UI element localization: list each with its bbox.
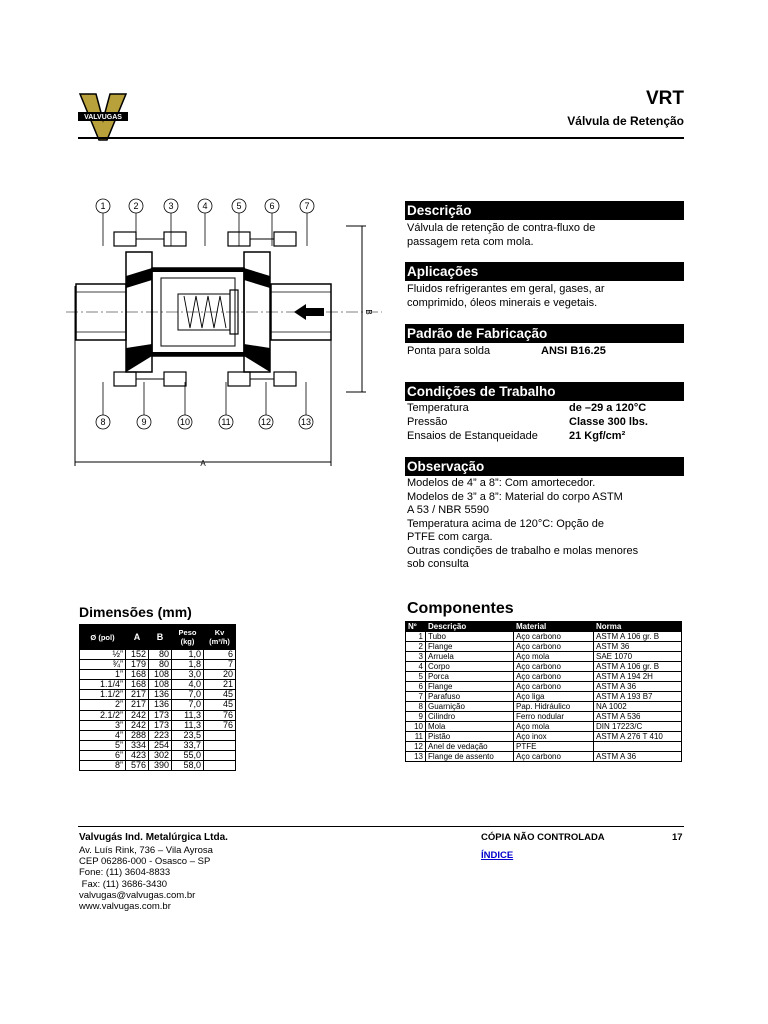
condicao-label: Temperatura xyxy=(407,402,469,414)
dimensions-cell: 108 xyxy=(149,670,172,680)
components-cell: Aço mola xyxy=(514,652,594,662)
condicao-value: Classe 300 lbs. xyxy=(569,416,648,428)
dimensions-cell: 45 xyxy=(204,700,236,710)
components-cell: Guarnição xyxy=(426,702,514,712)
padrao-value: ANSI B16.25 xyxy=(541,345,606,357)
dimensions-cell: 1” xyxy=(80,670,126,680)
dimensions-cell: 58,0 xyxy=(172,761,204,771)
section-condicoes-title: Condições de Trabalho xyxy=(405,382,684,401)
condicao-label: Ensaios de Estanqueidade xyxy=(407,430,538,442)
valve-cross-section-drawing xyxy=(66,196,382,476)
dimensions-cell: 11,3 xyxy=(172,710,204,720)
observacao-line: A 53 / NBR 5590 xyxy=(407,504,489,516)
section-aplicacoes-text xyxy=(407,283,604,310)
dimensions-cell: 168 xyxy=(126,670,149,680)
address-line: valvugas@valvugas.com.br xyxy=(79,889,196,901)
dimensions-cell xyxy=(204,761,236,771)
dimensions-cell: 173 xyxy=(149,710,172,720)
index-link[interactable]: ÍNDICE xyxy=(481,850,514,861)
components-cell: 1 xyxy=(406,632,426,642)
dimensions-header-cell: B xyxy=(149,625,172,650)
components-cell: DIN 17223/C xyxy=(594,722,682,732)
callout-number: 13 xyxy=(300,417,312,427)
dimensions-cell: 3,0 xyxy=(172,670,204,680)
components-cell: ASTM A 106 gr. B xyxy=(594,632,682,642)
components-cell: Corpo xyxy=(426,662,514,672)
components-cell: Pistão xyxy=(426,732,514,742)
dimensions-cell: 136 xyxy=(149,700,172,710)
components-row xyxy=(406,722,682,732)
components-header-cell: Descrição xyxy=(426,622,514,632)
address-line: CEP 06286-000 - Osasco – SP xyxy=(79,856,211,868)
components-cell: ASTM A 536 xyxy=(594,712,682,722)
callout-number: 12 xyxy=(260,417,272,427)
dimensions-cell: 173 xyxy=(149,720,172,730)
observacao-line: Modelos de 4” a 8”: Com amortecedor. xyxy=(407,477,596,489)
dimensions-row xyxy=(80,720,236,730)
components-row xyxy=(406,632,682,642)
dimensions-header-cell: A xyxy=(126,625,149,650)
components-row xyxy=(406,662,682,672)
condicao-value: de –29 a 120°C xyxy=(569,402,647,414)
dimensions-row xyxy=(80,700,236,710)
components-cell: 7 xyxy=(406,692,426,702)
callout-number: 10 xyxy=(179,417,191,427)
components-row xyxy=(406,672,682,682)
components-cell: ASTM A 194 2H xyxy=(594,672,682,682)
dimensions-cell: 20 xyxy=(204,670,236,680)
components-cell: 11 xyxy=(406,732,426,742)
components-cell: 3 xyxy=(406,652,426,662)
dimensions-cell: 576 xyxy=(126,761,149,771)
dimensions-cell: 23,5 xyxy=(172,730,204,740)
dim-a-label: A xyxy=(200,459,206,468)
page-number: 17 xyxy=(672,832,683,843)
dimensions-cell: 179 xyxy=(126,660,149,670)
components-cell: Flange de assento xyxy=(426,752,514,762)
dimensions-cell: 2.1/2” xyxy=(80,710,126,720)
observacao-line: Outras condições de trabalho e molas menores xyxy=(407,544,639,557)
dimensions-cell: 1,0 xyxy=(172,650,204,660)
dimensions-row xyxy=(80,761,236,771)
dimensions-row xyxy=(80,740,236,750)
section-descricao-text xyxy=(407,222,595,249)
components-cell: ASTM A 106 gr. B xyxy=(594,662,682,672)
aplicacoes-line: comprimido, óleos minerais e vegetais. xyxy=(407,296,598,309)
footer-rule xyxy=(78,826,684,827)
components-cell: Aço inox xyxy=(514,732,594,742)
dimensions-header-cell: Peso (kg) xyxy=(172,625,204,650)
components-cell: ASTM A 36 xyxy=(594,682,682,692)
dimensions-row xyxy=(80,650,236,660)
valvugas-logo xyxy=(78,92,128,142)
components-header-cell: Norma xyxy=(594,622,682,632)
dimensions-row xyxy=(80,660,236,670)
dimensions-title: Dimensões (mm) xyxy=(79,604,192,620)
dimensions-cell: 242 xyxy=(126,720,149,730)
dimensions-cell xyxy=(204,730,236,740)
dimensions-cell: 254 xyxy=(149,740,172,750)
components-row xyxy=(406,692,682,702)
section-descricao-title: Descrição xyxy=(405,201,684,220)
logo-text: VALVUGAS xyxy=(84,114,122,121)
dimensions-cell: 80 xyxy=(149,660,172,670)
callout-number: 9 xyxy=(141,417,147,427)
dimensions-cell: 7,0 xyxy=(172,690,204,700)
components-row xyxy=(406,642,682,652)
components-cell: Flange xyxy=(426,682,514,692)
components-cell: ASTM A 36 xyxy=(594,752,682,762)
dimensions-cell xyxy=(204,740,236,750)
observacao-line: sob consulta xyxy=(407,558,469,570)
dimensions-cell: 11,3 xyxy=(172,720,204,730)
components-cell: 9 xyxy=(406,712,426,722)
dimensions-cell: 2” xyxy=(80,700,126,710)
dimensions-row xyxy=(80,680,236,690)
components-row xyxy=(406,712,682,722)
components-cell: Porca xyxy=(426,672,514,682)
dimensions-cell: 217 xyxy=(126,700,149,710)
components-row xyxy=(406,652,682,662)
section-padrao-title: Padrão de Fabricação xyxy=(405,324,684,343)
observacao-line: Modelos de 3” a 8”: Material do corpo ASTM xyxy=(407,490,623,503)
components-cell: Aço carbono xyxy=(514,642,594,652)
observacao-line: Temperatura acima de 120°C: Opção de xyxy=(407,517,605,530)
descricao-line: Válvula de retenção de contra-fluxo de xyxy=(407,222,596,234)
condicao-value: 21 Kgf/cm² xyxy=(569,430,626,442)
address-line: Av. Luís Rink, 736 – Vila Ayrosa xyxy=(79,845,213,856)
components-row xyxy=(406,702,682,712)
dimensions-cell xyxy=(204,750,236,760)
product-name: Válvula de Retenção xyxy=(567,114,684,128)
dimensions-cell: 152 xyxy=(126,650,149,660)
components-cell: Ferro nodular xyxy=(514,712,594,722)
components-cell: NA 1002 xyxy=(594,702,682,712)
dimensions-cell: 423 xyxy=(126,750,149,760)
dimensions-cell: 108 xyxy=(149,680,172,690)
callout-number: 1 xyxy=(100,201,106,211)
padrao-label: Ponta para solda xyxy=(407,345,491,357)
dimensions-cell: 55,0 xyxy=(172,750,204,760)
dimensions-cell: 80 xyxy=(149,650,172,660)
section-aplicacoes-title: Aplicações xyxy=(405,262,684,281)
callout-number: 4 xyxy=(202,201,208,211)
components-cell: 13 xyxy=(406,752,426,762)
components-cell: SAE 1070 xyxy=(594,652,682,662)
components-table xyxy=(405,621,682,762)
section-observacao-title: Observação xyxy=(405,457,684,476)
dimensions-cell: 168 xyxy=(126,680,149,690)
callout-number: 11 xyxy=(221,417,231,427)
components-cell: ASTM A 276 T 410 xyxy=(594,732,682,742)
observacao-line: PTFE com carga. xyxy=(407,531,493,543)
dimensions-row xyxy=(80,690,236,700)
components-cell: 10 xyxy=(406,722,426,732)
components-title: Componentes xyxy=(407,600,514,617)
dimensions-cell: 76 xyxy=(204,720,236,730)
dimensions-cell: 334 xyxy=(126,740,149,750)
uncontrolled-copy-note: CÓPIA NÃO CONTROLADA xyxy=(481,832,605,843)
callout-number: 7 xyxy=(304,201,310,211)
dimensions-cell: 288 xyxy=(126,730,149,740)
components-row xyxy=(406,742,682,752)
components-cell: 12 xyxy=(406,742,426,752)
components-cell: 2 xyxy=(406,642,426,652)
header-rule xyxy=(78,137,684,139)
dimensions-cell: 76 xyxy=(204,710,236,720)
callout-number: 5 xyxy=(236,201,242,211)
callout-number: 6 xyxy=(269,201,275,211)
components-cell: PTFE xyxy=(514,742,594,752)
address-line: www.valvugas.com.br xyxy=(79,901,171,913)
dimensions-header-cell: Ø (pol) xyxy=(80,625,126,650)
callout-number: 8 xyxy=(100,417,106,427)
dimensions-table xyxy=(79,624,236,771)
aplicacoes-line: Fluidos refrigerantes em geral, gases, ar xyxy=(407,283,605,295)
dimensions-cell: ½” xyxy=(80,650,126,660)
components-cell: Aço carbono xyxy=(514,672,594,682)
components-cell: Anel de vedação xyxy=(426,742,514,752)
condicao-label: Pressão xyxy=(407,416,448,428)
dimensions-cell: 21 xyxy=(204,680,236,690)
dimensions-cell: 302 xyxy=(149,750,172,760)
components-cell: Aço mola xyxy=(514,722,594,732)
components-cell: Aço carbono xyxy=(514,682,594,692)
dimensions-cell: 5” xyxy=(80,740,126,750)
callout-number: 3 xyxy=(168,201,174,211)
dimensions-cell: 3” xyxy=(80,720,126,730)
company-address xyxy=(79,845,213,912)
components-cell: Cilindro xyxy=(426,712,514,722)
components-cell: Pap. Hidráulico xyxy=(514,702,594,712)
dimensions-cell: 1.1/2” xyxy=(80,690,126,700)
dimensions-row xyxy=(80,670,236,680)
components-row xyxy=(406,732,682,742)
address-line: Fone: (11) 3604-8833 xyxy=(79,867,171,879)
components-cell: 8 xyxy=(406,702,426,712)
dimensions-cell: ¾” xyxy=(80,660,126,670)
dimensions-row xyxy=(80,710,236,720)
components-cell: Tubo xyxy=(426,632,514,642)
dim-b-label: B xyxy=(364,309,373,315)
dimensions-row xyxy=(80,730,236,740)
dimensions-cell: 217 xyxy=(126,690,149,700)
product-code: VRT xyxy=(646,88,684,109)
dimensions-cell: 7 xyxy=(204,660,236,670)
dimensions-cell: 8” xyxy=(80,761,126,771)
components-row xyxy=(406,682,682,692)
components-cell: 6 xyxy=(406,682,426,692)
components-cell: Arruela xyxy=(426,652,514,662)
components-cell: Mola xyxy=(426,722,514,732)
components-cell: Aço liga xyxy=(514,692,594,702)
dimensions-cell: 390 xyxy=(149,761,172,771)
dimensions-cell: 4” xyxy=(80,730,126,740)
dimensions-cell: 4,0 xyxy=(172,680,204,690)
dimensions-cell: 223 xyxy=(149,730,172,740)
dimensions-cell: 33,7 xyxy=(172,740,204,750)
components-cell: Aço carbono xyxy=(514,662,594,672)
dimensions-cell: 45 xyxy=(204,690,236,700)
callout-number: 2 xyxy=(133,201,139,211)
dimensions-cell: 6” xyxy=(80,750,126,760)
components-cell: Aço carbono xyxy=(514,632,594,642)
dimensions-row xyxy=(80,750,236,760)
dimensions-cell: 1,8 xyxy=(172,660,204,670)
components-cell xyxy=(594,742,682,752)
dimensions-cell: 6 xyxy=(204,650,236,660)
components-cell: 4 xyxy=(406,662,426,672)
components-header-cell: Nº xyxy=(406,622,426,632)
components-cell: ASTM 36 xyxy=(594,642,682,652)
components-cell: Aço carbono xyxy=(514,752,594,762)
dimensions-cell: 7,0 xyxy=(172,700,204,710)
dimensions-cell: 136 xyxy=(149,690,172,700)
descricao-line: passagem reta com mola. xyxy=(407,235,534,248)
dimensions-header-cell: Kv (m³/h) xyxy=(204,625,236,650)
components-cell: 5 xyxy=(406,672,426,682)
address-line: Fax: (11) 3686-3430 xyxy=(79,878,168,890)
components-row xyxy=(406,752,682,762)
components-header-cell: Material xyxy=(514,622,594,632)
company-name: Valvugás Ind. Metalúrgica Ltda. xyxy=(79,832,228,843)
dimensions-cell: 1.1/4” xyxy=(80,680,126,690)
section-observacao-text xyxy=(407,477,638,572)
components-cell: Parafuso xyxy=(426,692,514,702)
components-cell: Flange xyxy=(426,642,514,652)
dimensions-cell: 242 xyxy=(126,710,149,720)
components-cell: ASTM A 193 B7 xyxy=(594,692,682,702)
